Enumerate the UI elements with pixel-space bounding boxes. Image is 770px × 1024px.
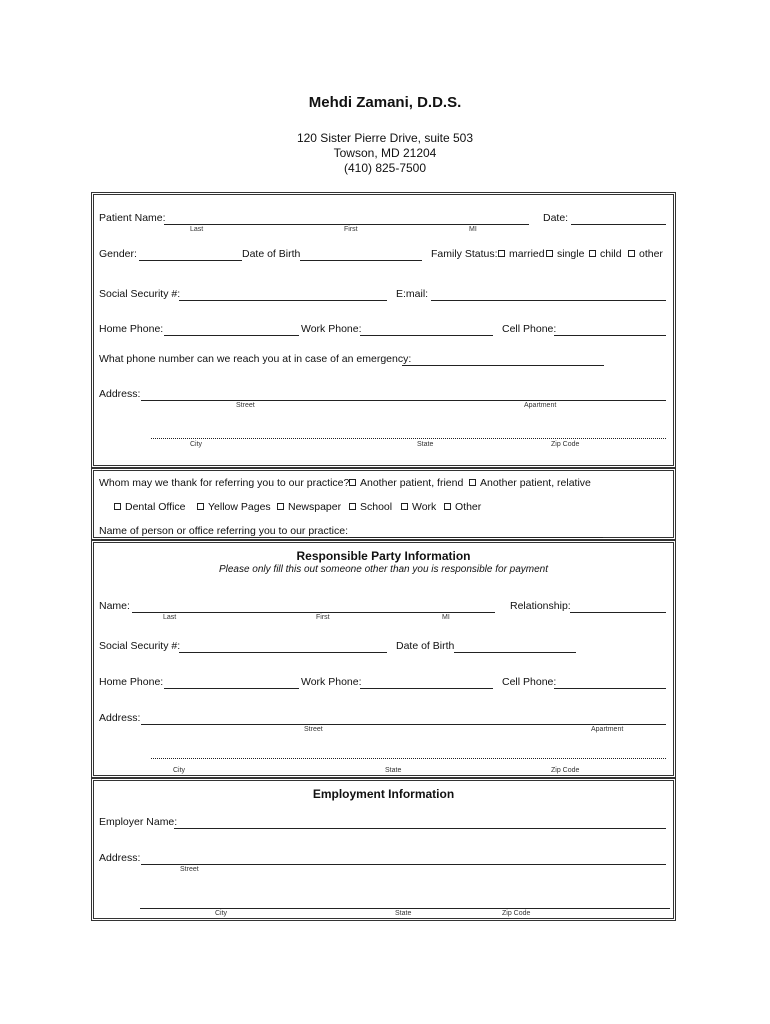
responsible-party-note: Please only fill this out someone other than you is responsible for payment xyxy=(218,564,549,575)
practice-phone: (410) 825-7500 xyxy=(343,161,427,175)
employer-name-field[interactable] xyxy=(174,828,666,829)
emergency-phone-label: What phone number can we reach you at in case of an emergency: xyxy=(99,353,412,365)
employer-name-label: Employer Name: xyxy=(99,816,178,828)
checkbox-icon xyxy=(349,479,356,486)
practice-address-line1: 120 Sister Pierre Drive, suite 503 xyxy=(296,131,474,145)
rp-address-city-state-zip-field[interactable] xyxy=(151,758,666,759)
rp-ssn-label: Social Security #: xyxy=(99,640,181,652)
option-label: single xyxy=(557,248,585,260)
option-label: Newspaper xyxy=(288,501,342,513)
checkbox-icon xyxy=(469,479,476,486)
referral-school-checkbox[interactable] xyxy=(349,501,392,513)
gender-label: Gender: xyxy=(99,248,137,260)
sub-label-state: State xyxy=(385,767,402,774)
family-status-label: Family Status: xyxy=(431,248,498,260)
sub-label-state: State xyxy=(395,910,412,917)
rp-work-phone-field[interactable] xyxy=(360,688,493,689)
rp-cell-phone-field[interactable] xyxy=(554,688,666,689)
referral-section xyxy=(91,468,676,540)
checkbox-icon xyxy=(401,503,408,510)
address-street-field[interactable] xyxy=(141,400,666,401)
sub-label-zip: Zip Code xyxy=(551,441,580,448)
sub-label-first: First xyxy=(344,226,358,233)
email-label: E:mail: xyxy=(396,288,429,300)
rp-dob-label: Date of Birth xyxy=(396,640,455,652)
sub-label-city: City xyxy=(215,910,228,917)
employer-address-city-state-zip-field[interactable] xyxy=(140,908,670,909)
referral-relative-checkbox[interactable] xyxy=(469,477,591,489)
option-label: child xyxy=(600,248,622,260)
rp-home-phone-label: Home Phone: xyxy=(99,676,164,688)
ssn-field[interactable] xyxy=(179,300,387,301)
date-label: Date: xyxy=(543,212,569,224)
option-label: Work xyxy=(412,501,437,513)
sub-label-mi: MI xyxy=(442,614,450,621)
dob-label: Date of Birth xyxy=(242,248,301,260)
sub-label-city: City xyxy=(190,441,203,448)
option-label: Dental Office xyxy=(125,501,186,513)
cell-phone-field[interactable] xyxy=(554,335,666,336)
emergency-phone-field[interactable] xyxy=(402,365,604,366)
referral-work-checkbox[interactable] xyxy=(401,501,436,513)
practice-address-line2: Towson, MD 21204 xyxy=(333,146,437,160)
patient-name-label: Patient Name: xyxy=(99,212,166,224)
cell-phone-label: Cell Phone: xyxy=(502,323,557,335)
sub-label-first: First xyxy=(316,614,330,621)
employment-section xyxy=(91,778,676,921)
responsible-party-title: Responsible Party Information xyxy=(296,549,471,563)
ssn-label: Social Security #: xyxy=(99,288,181,300)
checkbox-icon xyxy=(546,250,553,257)
family-status-child-checkbox[interactable] xyxy=(589,248,622,260)
sub-label-street: Street xyxy=(180,866,199,873)
employer-address-label: Address: xyxy=(99,852,141,864)
sub-label-street: Street xyxy=(236,402,255,409)
rp-ssn-field[interactable] xyxy=(179,652,387,653)
option-label: other xyxy=(639,248,663,260)
rp-relationship-field[interactable] xyxy=(570,612,666,613)
sub-label-state: State xyxy=(417,441,434,448)
rp-relationship-label: Relationship: xyxy=(510,600,571,612)
checkbox-icon xyxy=(498,250,505,257)
rp-name-label: Name: xyxy=(99,600,130,612)
address-city-state-zip-field[interactable] xyxy=(151,438,666,439)
family-status-single-checkbox[interactable] xyxy=(546,248,584,260)
date-field[interactable] xyxy=(571,224,666,225)
home-phone-field[interactable] xyxy=(164,335,299,336)
option-label: School xyxy=(360,501,393,513)
home-phone-label: Home Phone: xyxy=(99,323,164,335)
checkbox-icon xyxy=(114,503,121,510)
patient-info-section xyxy=(91,192,676,468)
referral-dental-checkbox[interactable] xyxy=(114,501,186,513)
sub-label-street: Street xyxy=(304,726,323,733)
checkbox-icon xyxy=(197,503,204,510)
sub-label-city: City xyxy=(173,767,186,774)
patient-name-field[interactable] xyxy=(164,224,529,225)
rp-home-phone-field[interactable] xyxy=(164,688,299,689)
checkbox-icon xyxy=(349,503,356,510)
sub-label-apartment: Apartment xyxy=(591,726,624,733)
referral-other-checkbox[interactable] xyxy=(444,501,481,513)
employer-address-street-field[interactable] xyxy=(141,864,666,865)
rp-address-street-field[interactable] xyxy=(141,724,666,725)
option-label: Yellow Pages xyxy=(208,501,271,513)
checkbox-icon xyxy=(444,503,451,510)
referral-friend-checkbox[interactable] xyxy=(349,477,463,489)
sub-label-zip: Zip Code xyxy=(502,910,531,917)
sub-label-mi: MI xyxy=(469,226,477,233)
dob-field[interactable] xyxy=(300,260,422,261)
checkbox-icon xyxy=(277,503,284,510)
employment-title: Employment Information xyxy=(312,787,455,801)
referral-question: Whom may we thank for referring you to our practice? xyxy=(99,477,350,489)
referral-name-field[interactable] xyxy=(341,537,603,538)
rp-address-label: Address: xyxy=(99,712,141,724)
address-label: Address: xyxy=(99,388,141,400)
family-status-other-checkbox[interactable] xyxy=(628,248,663,260)
work-phone-field[interactable] xyxy=(360,335,493,336)
email-field[interactable] xyxy=(431,300,666,301)
rp-cell-phone-label: Cell Phone: xyxy=(502,676,557,688)
sub-label-last: Last xyxy=(163,614,177,621)
work-phone-label: Work Phone: xyxy=(301,323,362,335)
gender-field[interactable] xyxy=(139,260,242,261)
option-label: Another patient, relative xyxy=(480,477,591,489)
option-label: Other xyxy=(455,501,482,513)
referral-name-label: Name of person or office referring you to our practice: xyxy=(99,525,349,537)
family-status-married-checkbox[interactable] xyxy=(498,248,545,260)
checkbox-icon xyxy=(589,250,596,257)
rp-name-field[interactable] xyxy=(132,612,495,613)
rp-work-phone-label: Work Phone: xyxy=(301,676,362,688)
practice-name: Mehdi Zamani, D.D.S. xyxy=(308,94,462,111)
option-label: married xyxy=(509,248,545,260)
sub-label-last: Last xyxy=(190,226,204,233)
checkbox-icon xyxy=(628,250,635,257)
sub-label-apartment: Apartment xyxy=(524,402,557,409)
option-label: Another patient, friend xyxy=(360,477,464,489)
sub-label-zip: Zip Code xyxy=(551,767,580,774)
referral-yellow-pages-checkbox[interactable] xyxy=(197,501,271,513)
rp-dob-field[interactable] xyxy=(454,652,576,653)
referral-newspaper-checkbox[interactable] xyxy=(277,501,341,513)
responsible-party-section xyxy=(91,540,676,778)
